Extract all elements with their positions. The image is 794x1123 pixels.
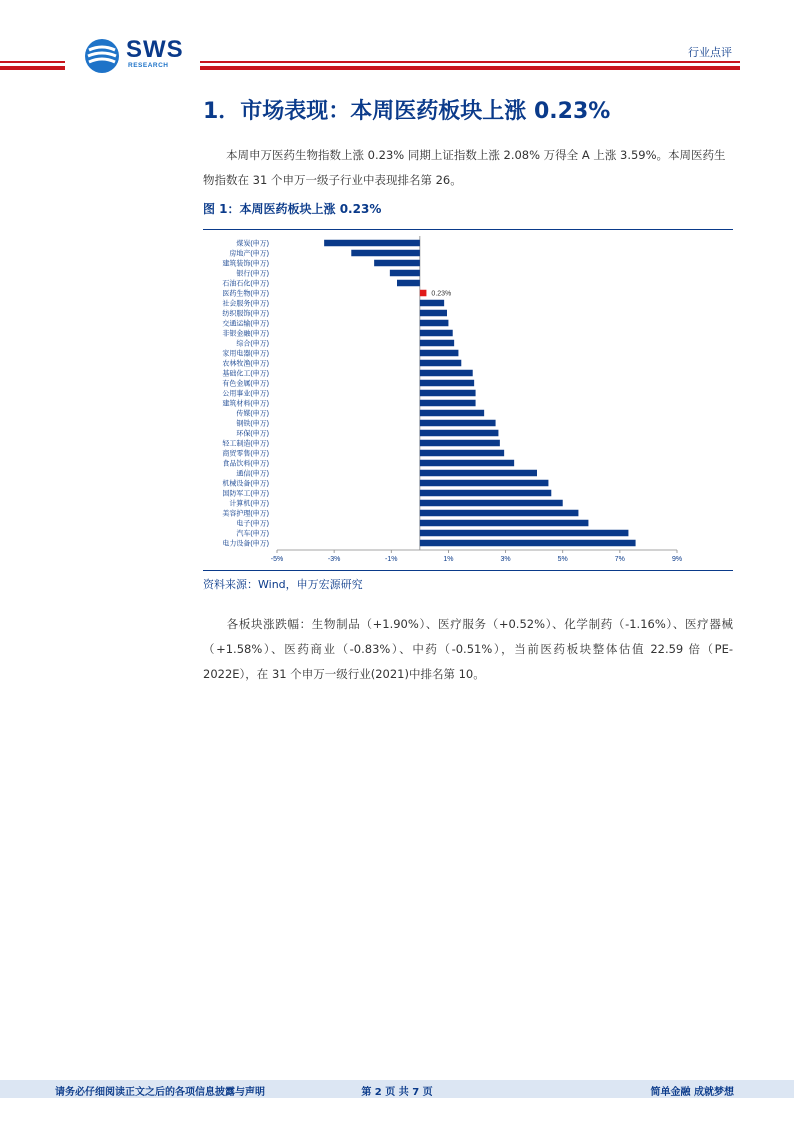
chart-category-label: 电力设备(申万) [222, 540, 269, 548]
chart-category-label: 非银金融(申万) [222, 330, 269, 338]
chart-bar [420, 410, 484, 417]
chart-bar [420, 350, 459, 357]
header-rule-left-top [0, 61, 65, 63]
footer-slogan: 简单金融 成就梦想 [650, 1087, 734, 1098]
chart-category-label: 综合(申万) [236, 340, 269, 348]
footer-page-number: 第 2 页 共 7 页 [361, 1087, 433, 1098]
chart-category-label: 通信(申万) [236, 470, 269, 478]
chart-x-tick-label: -1% [385, 556, 398, 561]
chart-category-label: 计算机(申万) [229, 500, 269, 508]
chart-bar [420, 480, 549, 487]
chart-category-label: 交通运输(申万) [222, 320, 269, 328]
chart-x-tick-label: 3% [500, 556, 511, 561]
chart-category-label: 家用电器(申万) [222, 350, 269, 358]
header-rule-left-bottom [0, 66, 65, 70]
chart-category-label: 社会服务(申万) [222, 300, 269, 308]
chart-bar [397, 280, 420, 287]
logo-text: SWS [126, 36, 184, 63]
chart-bar [420, 360, 461, 367]
figure-source: 资料来源：Wind，申万宏源研究 [203, 578, 363, 591]
figure-top-rule [203, 229, 733, 230]
chart-category-label: 机械设备(申万) [222, 480, 269, 488]
header-rule-right-top [200, 61, 740, 63]
chart-x-tick-label: -5% [270, 556, 284, 561]
chart-category-label: 石油石化(申万) [222, 280, 269, 288]
chart-bar [420, 300, 444, 307]
chart-bar [420, 530, 629, 537]
paragraph-market-summary [203, 143, 733, 193]
chart-bar [420, 460, 514, 467]
document-type: 行业点评 [688, 46, 732, 59]
logo-icon [84, 38, 120, 74]
chart-bar [420, 320, 449, 327]
paragraph-sector-performance [203, 612, 733, 687]
chart-bar-highlight [420, 290, 427, 297]
chart-x-tick-label: 7% [614, 556, 625, 561]
chart-category-label: 传媒(申万) [236, 410, 269, 418]
chart-category-label: 轻工制造(申万) [222, 440, 269, 448]
chart-bar [420, 370, 473, 377]
paragraph-text: 各板块涨跌幅：生物制品（+1.90%）、医疗服务（+0.52%）、化学制药（-1.16%）、医疗器械（+1.58%）、医药商业（-0.83%）、中药（-0.51%），当前医药板块整体估值 22.59 倍（PE-2022E），在 31 个申万一级行业(2021)中排名第 10。 [203, 617, 733, 681]
chart-category-label: 汽车(申万) [236, 530, 269, 538]
figure-title: 图 1：本周医药板块上涨 0.23% [203, 202, 382, 216]
logo-subtext: RESEARCH [128, 62, 169, 69]
chart-x-tick-label: 9% [671, 556, 683, 561]
bar-chart [203, 231, 733, 561]
chart-category-label: 纺织服饰(申万) [222, 310, 269, 318]
chart-category-label: 商贸零售(申万) [222, 450, 269, 458]
chart-bar [420, 450, 504, 457]
chart-x-tick-label: 1% [443, 556, 454, 561]
chart-bar [420, 540, 636, 547]
chart-data-label: 0.23% [431, 290, 452, 298]
chart-bar [420, 390, 476, 397]
chart-bar [420, 520, 589, 527]
chart-bar [420, 420, 496, 427]
chart-x-tick-label: -3% [327, 556, 341, 561]
chart-bar [420, 330, 453, 337]
chart-bar [420, 440, 500, 447]
chart-category-label: 美容护理(申万) [222, 510, 269, 518]
chart-category-label: 建筑装饰(申万) [222, 260, 269, 268]
chart-category-label: 建筑材料(申万) [222, 400, 269, 408]
chart-category-label: 煤炭(申万) [236, 240, 269, 248]
chart-bar [420, 380, 474, 387]
chart-bar [420, 430, 499, 437]
chart-bar [420, 310, 447, 317]
chart-category-label: 国防军工(申万) [222, 490, 269, 498]
chart-category-label: 食品饮料(申万) [222, 460, 269, 468]
chart-category-label: 基础化工(申万) [222, 370, 269, 378]
chart-category-label: 电子(申万) [236, 520, 269, 528]
chart-bar [420, 500, 563, 507]
header-rule-right-bottom [200, 66, 740, 70]
chart-bar [420, 340, 454, 347]
chart-category-label: 有色金属(申万) [222, 380, 269, 388]
chart-category-label: 医药生物(申万) [222, 290, 269, 298]
footer-disclaimer: 请务必仔细阅读正文之后的各项信息披露与声明 [55, 1087, 265, 1098]
chart-category-label: 农林牧渔(申万) [222, 360, 269, 368]
chart-x-tick-label: 5% [557, 556, 568, 561]
chart-category-label: 房地产(申万) [229, 250, 269, 258]
chart-category-label: 银行(申万) [236, 270, 269, 278]
chart-bar [420, 400, 476, 407]
chart-bar [420, 490, 551, 497]
chart-bar [420, 470, 537, 477]
chart-category-label: 钢铁(申万) [236, 420, 269, 428]
paragraph-text: 本周申万医药生物指数上涨 0.23% 同期上证指数上涨 2.08% 万得全 A 上涨 3.59%。本周医药生物指数在 31 个申万一级子行业中表现排名第 26。 [203, 148, 726, 187]
chart-bar [374, 260, 420, 267]
chart-bar [351, 250, 420, 257]
figure-bottom-rule [203, 570, 733, 571]
chart-bar [324, 240, 420, 247]
chart-bar [390, 270, 420, 277]
section-title: 1．市场表现：本周医药板块上涨 0.23% [203, 99, 611, 124]
chart-bar [420, 510, 579, 517]
chart-category-label: 公用事业(申万) [222, 390, 269, 398]
chart-category-label: 环保(申万) [236, 430, 269, 438]
